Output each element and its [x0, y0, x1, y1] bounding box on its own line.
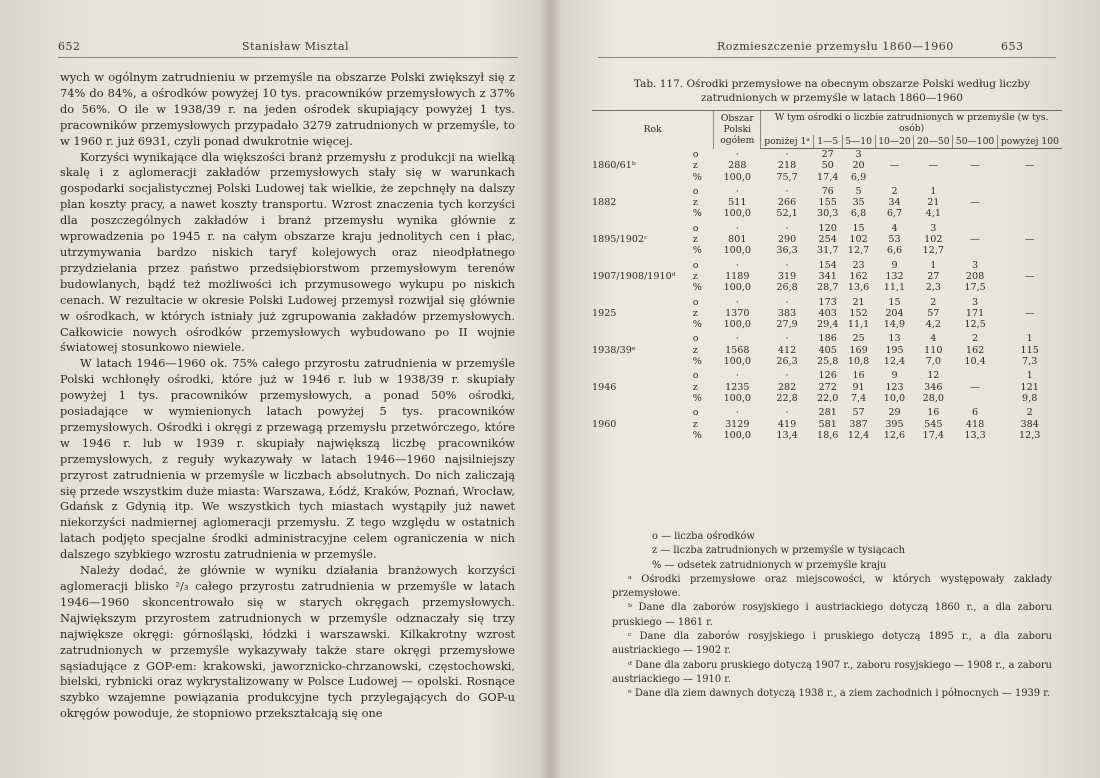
value-cell: 57 [852, 407, 865, 419]
value-cell: · [785, 296, 789, 308]
value-cell [997, 297, 1062, 308]
year-cell: 1882 [592, 197, 617, 209]
value-cell: 12,4 [883, 356, 906, 368]
value-cell: 4,2 [925, 319, 941, 331]
value-cell: 162 [849, 270, 868, 282]
value-cell: 29 [888, 407, 901, 419]
value-cell: 57 [927, 307, 940, 319]
value-cell: 281 [818, 407, 837, 419]
value-cell: 395 [885, 418, 904, 430]
year-cell [592, 186, 690, 197]
value-cell: 4 [891, 222, 898, 234]
value-cell: 3 [972, 259, 979, 271]
value-cell: · [735, 296, 739, 308]
value-cell [953, 223, 998, 234]
value-cell: 2 [891, 185, 898, 197]
value-cell: 2,3 [925, 282, 941, 294]
left-running-header: Stanisław Misztal [242, 40, 350, 53]
year-cell: 1907/1908/1910ᵈ [592, 270, 676, 282]
value-cell: 6 [972, 407, 979, 419]
value-cell: 26,3 [776, 356, 798, 368]
value-cell: 6,9 [850, 171, 867, 183]
value-cell [953, 208, 998, 219]
value-cell: 27 [821, 149, 834, 160]
year-cell [592, 430, 690, 441]
value-cell: 1370 [725, 307, 750, 319]
value-cell: · [785, 407, 789, 419]
value-cell: 25 [852, 333, 865, 345]
value-cell [997, 172, 1062, 183]
value-cell: 272 [818, 381, 837, 393]
value-cell: · [735, 185, 739, 197]
col-header: powyżej 100 [997, 135, 1062, 149]
value-cell: 15 [888, 296, 901, 308]
value-cell: 581 [818, 418, 837, 430]
value-cell: 36,3 [776, 245, 798, 257]
value-cell [875, 149, 914, 161]
value-cell: 3 [972, 296, 979, 308]
value-cell: 1 [930, 259, 937, 271]
value-cell: 15 [852, 222, 865, 234]
value-cell [914, 172, 953, 183]
value-cell: 208 [965, 270, 985, 282]
value-cell: 218 [777, 160, 797, 172]
value-cell: 10,0 [883, 392, 906, 404]
value-cell: 3 [855, 149, 862, 160]
table-row [592, 319, 1062, 330]
value-cell: 5 [855, 185, 862, 197]
value-cell: · [735, 259, 739, 271]
value-cell: 383 [777, 307, 797, 319]
value-cell: 17,4 [922, 429, 944, 441]
year-cell [592, 333, 690, 344]
value-cell: 4,1 [925, 208, 941, 220]
paragraph: W latach 1946—1960 ok. 75% całego przyrostu zatrudnienia w przemyśle Polski wchłonęły ośrodki, które już w 1946 r. lub w 1938/39 r. skupiały powyżej 1 tys. pracowników przemysłowych, a ponad 50% ośrodki, posiadające w wymienionych latach powyżej 5 tys. pracowników przemysłowych. Ośrodki i okręgi z przewagą przemysłu przetwórczego, które w 1946 r. lub w 1939 r. skupiały największą liczbę pracowników przemysłowych, z reguły wykazywały w latach 1946—1960 najsilniejszy przyrost zatrudnienia w przemyśle w liczbach absolutnych. Do nich zaliczają się przede wszystkim duże miasta: Warszawa, Łódź, Kraków, Poznań, Wrocław, Gdańsk z Gdynią itp. We wszystkich tych miastach wystąpiły już nawet niekorzyści nadmiernej aglomeracji przemysłu. Z tego względu w ostatnich latach podjęto specjalne środki administracyjne celem ograniczenia w nich dalszego szybkiego wzrostu zatrudnienia w przemyśle. [60, 356, 515, 562]
value-cell: 123 [885, 381, 904, 393]
value-cell [997, 245, 1062, 256]
value-cell: 6,6 [886, 245, 903, 257]
value-cell: 100,0 [723, 208, 752, 220]
year-cell [592, 223, 690, 234]
col-header-rok: Rok [592, 111, 714, 149]
value-cell: 154 [818, 259, 837, 271]
value-cell: 169 [849, 344, 868, 356]
legend-item: o — liczba ośrodków [652, 531, 755, 542]
table-row [592, 407, 1062, 418]
table-row [592, 345, 1062, 356]
value-cell: 419 [777, 418, 797, 430]
value-cell: 13,6 [847, 282, 870, 294]
value-cell [953, 370, 998, 381]
value-cell: 12,6 [883, 429, 906, 441]
measure-cell: z [692, 160, 698, 172]
value-cell: 162 [965, 344, 985, 356]
footnote: ᵇ Dane dla zaborów rosyjskiego i austriackiego dotyczą 1860 r., a dla zaboru pruskiego — 1861 r. [612, 602, 1052, 628]
value-cell: 2 [1026, 407, 1033, 419]
measure-cell: o [692, 185, 699, 197]
table-row [592, 172, 1062, 183]
value-cell: — [970, 160, 980, 172]
year-cell [592, 208, 690, 219]
table-row [592, 308, 1062, 319]
year-cell [592, 282, 690, 293]
value-cell: · [735, 333, 739, 345]
value-cell [953, 245, 998, 256]
value-cell: 2 [930, 296, 937, 308]
year-cell [592, 172, 690, 183]
paragraph: Należy dodać, że głównie w wyniku działania branżowych korzyści aglomeracji blisko ²/₃ całego przyrostu zatrudnienia w przemyśle w latach 1946—1960 skoncentrowało się w starych okręgach przemysłowych. Największym przyrostem zatrudnionych w przemyśle odznaczały się trzy największe okręgi: górnośląski, łódzki i warszawski. Kilkakrotny wzrost zatrudnionych w przemyśle wykazywały także stare okręgi przemysłowe sąsiadujące z GOP-em: krakowski, jaworznicko-chrzanowski, częstochowski, bielski, rybnicki oraz wykrystalizowany w Polsce Ludowej — opolski. Rosnące szybko wzajemne powiązania produkcyjne tych przylegających do GOP-u okręgów powoduje, że stopniowo przekształcają się one [60, 563, 515, 721]
value-cell: 801 [728, 234, 747, 246]
col-header-obszar: Obszar Polski ogółem [714, 111, 761, 149]
value-cell: 6,8 [850, 208, 867, 220]
col-header: 1—5 [813, 135, 842, 149]
value-cell: 11,1 [847, 319, 870, 331]
value-cell: 12,4 [847, 429, 870, 441]
year-cell [592, 393, 690, 404]
industrial-centers-table [592, 110, 1062, 441]
value-cell: — [1024, 160, 1035, 172]
value-cell: 102 [849, 234, 868, 246]
value-cell: 155 [818, 197, 837, 209]
value-cell: 121 [1020, 381, 1039, 393]
value-cell: 7,3 [1022, 356, 1038, 368]
value-cell: 204 [885, 307, 904, 319]
measure-cell: o [692, 407, 699, 419]
value-cell: 1 [930, 185, 937, 197]
value-cell: 100,0 [723, 392, 752, 404]
value-cell: 319 [777, 270, 797, 282]
value-cell: 100,0 [723, 429, 752, 441]
value-cell: 21 [927, 197, 940, 209]
value-cell: · [785, 370, 789, 382]
value-cell: 21 [852, 296, 865, 308]
value-cell: — [889, 160, 900, 172]
value-cell: 9 [891, 259, 898, 271]
table-caption: Tab. 117. Ośrodki przemysłowe na obecnym obszarze Polski według liczby zatrudnionych w przemyśle w latach 1860—1960 [633, 78, 1031, 104]
value-cell: 18,6 [816, 429, 839, 441]
table-row [592, 356, 1062, 367]
value-cell: 2 [972, 333, 979, 345]
measure-cell: % [692, 208, 702, 220]
value-cell: 341 [818, 270, 837, 282]
value-cell: 50 [821, 160, 834, 172]
value-cell: 152 [849, 307, 868, 319]
measure-cell: o [692, 148, 699, 160]
paragraph: Korzyści wynikające dla większości branż przemysłu z produkcji na wielką skalę i z aglomeracji zakładów przemysłowych stały się w warunkach gospodarki socjalistycznej Polski Ludowej tak wielkie, że zepchnęły na dalszy plan koszty pracy, a nawet koszty transportu. Wzrost znaczenia tych korzyści dla poszczególnych zakładów i branż przemysłu wynika głównie z wprowadzenia po 1945 r. na całym obszarze kraju jednolitych cen i płac, utrzymywania bardzo niskich taryf kolejowych oraz nieodpłatnego przydzielania przez państwo przedsiębiorstwom przemysłowym terenów budowlanych, bądź też możliwości ich przymusowego wykupu po niskich cenach. W rezultacie w okresie Polski Ludowej przemysł rozwijał się głównie w ośrodkach, w których istniały już zgrupowania zakładów przemysłowych. Całkowicie nowych ośrodków przemysłowych wybudowano po II wojnie światowej stosunkowo niewiele. [60, 149, 515, 355]
value-cell: 20 [852, 160, 865, 172]
value-cell: · [735, 148, 739, 160]
col-header: poniżej 1ᵃ [761, 135, 814, 149]
measure-cell: o [692, 222, 699, 234]
table-row [592, 393, 1062, 404]
value-cell: 1568 [725, 344, 750, 356]
value-cell [914, 149, 953, 161]
value-cell: 17,4 [816, 171, 839, 183]
value-cell: 22,0 [816, 392, 839, 404]
value-cell: 1 [1026, 370, 1033, 382]
value-cell: 3 [930, 222, 937, 234]
value-cell: 9 [891, 370, 898, 382]
value-cell: 100,0 [723, 356, 752, 368]
year-cell: 1946 [592, 381, 617, 393]
measure-cell: z [692, 418, 698, 430]
table-row [592, 419, 1062, 430]
year-cell [592, 245, 690, 256]
value-cell: 266 [777, 197, 797, 209]
value-cell: 12,5 [964, 319, 986, 331]
paragraph: wych w ogólnym zatrudnieniu w przemyśle na obszarze Polski zwiększył się z 74% do 84%, a ośrodków powyżej 10 tys. pracowników przemysłowych z 37% do 56%. O ile w 1938/39 r. na jeden ośrodek skupiający powyżej 1 tys. pracowników przemysłowych przypadało 3279 zatrudnionych w przemyśle, to w 1960 r. już 6931, czyli ponad dwukrotnie więcej. [60, 70, 515, 148]
right-page-number: 653 [1001, 40, 1024, 53]
col-header: 20—50 [914, 135, 953, 149]
measure-cell: % [692, 282, 702, 294]
footnote: ᵉ Dane dla ziem dawnych dotyczą 1938 r., a ziem zachodnich i północnych — 1939 r. [628, 688, 1051, 700]
value-cell: 31,7 [816, 245, 839, 257]
right-page [552, 0, 1100, 778]
left-page [0, 0, 548, 778]
value-cell: 1189 [725, 270, 750, 282]
value-cell [997, 197, 1062, 208]
value-cell: 12,7 [847, 245, 870, 257]
value-cell [997, 208, 1062, 219]
value-cell: 100,0 [723, 282, 752, 294]
value-cell [997, 319, 1062, 330]
value-cell: 115 [1020, 344, 1039, 356]
measure-cell: z [692, 381, 698, 393]
value-cell [875, 172, 914, 183]
value-cell: 100,0 [723, 245, 752, 257]
value-cell: 7,4 [850, 392, 867, 404]
measure-cell: z [692, 270, 698, 282]
value-cell: — [1024, 307, 1035, 319]
value-cell: · [785, 222, 789, 234]
value-cell: 102 [924, 234, 943, 246]
value-cell: 13,4 [776, 429, 798, 441]
value-cell: 12,7 [922, 245, 944, 257]
year-cell: 1860/61ᵇ [592, 160, 636, 172]
value-cell: 52,1 [776, 208, 798, 220]
measure-cell: % [692, 392, 702, 404]
value-cell: 100,0 [723, 319, 752, 331]
value-cell: · [785, 259, 789, 271]
value-cell: · [785, 185, 789, 197]
value-cell: 186 [818, 333, 837, 345]
measure-cell: % [692, 245, 702, 257]
value-cell: 10,4 [964, 356, 986, 368]
table-legend [612, 530, 1052, 702]
year-cell [592, 297, 690, 308]
value-cell: 29,4 [816, 319, 839, 331]
table-row [592, 223, 1062, 234]
value-cell: 6,7 [886, 208, 903, 220]
value-cell: 132 [885, 270, 904, 282]
table-row [592, 282, 1062, 293]
value-cell: 254 [818, 234, 837, 246]
value-cell: 288 [728, 160, 747, 172]
year-cell: 1960 [592, 418, 617, 430]
table-row [592, 430, 1062, 441]
measure-cell: o [692, 296, 699, 308]
value-cell: 418 [965, 418, 985, 430]
col-header: 10—20 [875, 135, 914, 149]
value-cell: 290 [777, 234, 797, 246]
value-cell: — [970, 197, 980, 209]
table-row [592, 382, 1062, 393]
value-cell: 34 [888, 197, 901, 209]
left-header-rule [58, 57, 518, 58]
table-row [592, 245, 1062, 256]
value-cell [953, 393, 998, 404]
value-cell [953, 149, 998, 161]
measure-cell: z [692, 344, 698, 356]
table-row [592, 208, 1062, 219]
value-cell: 403 [818, 307, 837, 319]
measure-cell: % [692, 319, 702, 331]
measure-cell: o [692, 259, 699, 271]
table-row [592, 149, 1062, 161]
value-cell: 384 [1020, 418, 1039, 430]
value-cell: 12 [927, 370, 940, 382]
value-cell [953, 172, 998, 183]
value-cell: 12,3 [1019, 429, 1041, 441]
value-cell [953, 186, 998, 197]
measure-cell: z [692, 197, 698, 209]
value-cell: 13,3 [964, 429, 986, 441]
table-body [592, 149, 1062, 442]
col-header-group: W tym ośrodki o liczbie zatrudnionych w przemyśle (w tys. osób) [761, 111, 1062, 136]
value-cell: — [1024, 270, 1035, 282]
value-cell: — [970, 234, 980, 246]
measure-cell: % [692, 171, 702, 183]
value-cell: · [785, 149, 789, 160]
value-cell: — [928, 160, 939, 172]
value-cell: 545 [924, 418, 943, 430]
footnote: ᶜ Dane dla zaborów rosyjskiego i pruskiego dotyczą 1895 r., a dla zaboru austriackiego — 1902 r. [612, 631, 1052, 657]
value-cell: 27,9 [776, 319, 798, 331]
value-cell: 75,7 [776, 171, 798, 183]
value-cell [997, 186, 1062, 197]
measure-cell: % [692, 429, 702, 441]
year-cell [592, 319, 690, 330]
value-cell: 76 [821, 185, 834, 197]
value-cell: 30,3 [816, 208, 839, 220]
value-cell: · [735, 222, 739, 234]
value-cell: 511 [728, 197, 747, 209]
measure-cell: % [692, 356, 702, 368]
table-row [592, 197, 1062, 208]
value-cell: 1235 [725, 381, 750, 393]
measure-cell: o [692, 333, 699, 345]
value-cell: 91 [852, 381, 865, 393]
measure-cell: o [692, 370, 699, 382]
value-cell: — [1024, 234, 1035, 246]
value-cell: 28,0 [922, 392, 944, 404]
value-cell: 13 [888, 333, 901, 345]
value-cell [997, 223, 1062, 234]
value-cell: 173 [818, 296, 837, 308]
value-cell: 16 [852, 370, 865, 382]
legend-item: z — liczba zatrudnionych w przemyśle w tysiącach [652, 545, 906, 557]
table-row [592, 260, 1062, 271]
value-cell: 1 [1026, 333, 1033, 345]
value-cell: 26,8 [776, 282, 798, 294]
value-cell: 16 [927, 407, 940, 419]
value-cell: 282 [777, 381, 797, 393]
value-cell: 11,1 [883, 282, 906, 294]
value-cell: 126 [818, 370, 837, 382]
legend-item: % — odsetek zatrudnionych w przemyśle kraju [652, 559, 887, 571]
table-row [592, 333, 1062, 344]
value-cell: · [735, 407, 739, 419]
value-cell: 405 [818, 344, 837, 356]
value-cell: 387 [849, 418, 868, 430]
value-cell: 346 [924, 381, 943, 393]
value-cell: 10,8 [847, 356, 870, 368]
left-page-number: 652 [58, 40, 81, 53]
value-cell: 120 [818, 222, 837, 234]
value-cell: 35 [852, 197, 865, 209]
value-cell: 110 [924, 344, 943, 356]
year-cell: 1895/1902ᶜ [592, 234, 648, 246]
footnote: ᵈ Dane dla zaboru pruskiego dotyczą 1907 r., zaboru rosyjskiego — 1908 r., a zaboru austriackiego — 1910 r. [612, 659, 1052, 685]
footnote: ᵃ Ośrodki przemysłowe oraz miejscowości, w których występowały zakłady przemysłowe. [612, 573, 1052, 600]
value-cell: 53 [888, 234, 901, 246]
value-cell: 7,0 [925, 356, 941, 368]
measure-cell: z [692, 307, 698, 319]
value-cell: 9,8 [1022, 392, 1038, 404]
value-cell: 28,7 [816, 282, 839, 294]
value-cell: 17,5 [964, 282, 986, 294]
table-row [592, 297, 1062, 308]
value-cell: 22,8 [776, 392, 798, 404]
value-cell: · [735, 370, 739, 382]
value-cell: 23 [852, 259, 865, 271]
table-row [592, 186, 1062, 197]
year-cell [592, 149, 690, 161]
table-row [592, 234, 1062, 245]
value-cell: · [785, 333, 789, 345]
value-cell: 3129 [725, 418, 750, 430]
year-cell [592, 407, 690, 418]
value-cell: 412 [777, 344, 797, 356]
value-cell: 195 [885, 344, 904, 356]
value-cell: 171 [965, 307, 985, 319]
value-cell [997, 149, 1062, 161]
value-cell [997, 260, 1062, 271]
year-cell: 1938/39ᵉ [592, 344, 636, 356]
value-cell: 27 [927, 270, 940, 282]
value-cell: — [970, 381, 980, 393]
year-cell [592, 260, 690, 271]
left-body-text [60, 70, 515, 722]
table-row [592, 370, 1062, 381]
right-header-rule [598, 57, 1056, 58]
table-row [592, 160, 1062, 171]
value-cell: 4 [930, 333, 937, 345]
measure-cell: z [692, 234, 698, 246]
table-row [592, 271, 1062, 282]
year-cell [592, 356, 690, 367]
right-running-header: Rozmieszczenie przemysłu 1860—1960 [717, 40, 954, 53]
col-header: 50—100 [953, 135, 998, 149]
year-cell [592, 370, 690, 381]
value-cell: 100,0 [723, 171, 752, 183]
year-cell: 1925 [592, 307, 617, 319]
value-cell [997, 282, 1062, 293]
value-cell: 14,9 [883, 319, 906, 331]
col-header: 5—10 [842, 135, 875, 149]
value-cell: 25,8 [816, 356, 839, 368]
